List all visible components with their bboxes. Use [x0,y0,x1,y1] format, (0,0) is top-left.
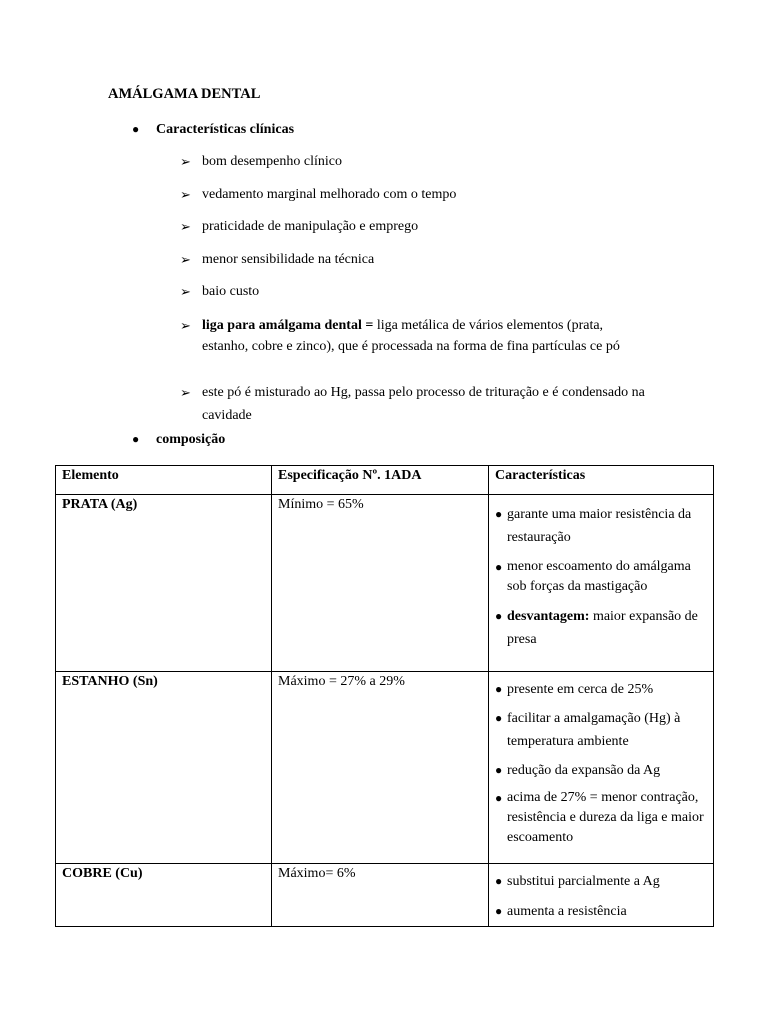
list-item [180,185,650,205]
feature-item [495,872,707,891]
list-item [180,282,650,302]
arrow-bullet-icon: ➢ [180,187,191,202]
feature-item [495,788,707,848]
feature-text: redução da expansão da Ag [507,763,661,778]
list-item [180,381,650,427]
spec-cell: Máximo= 6% [272,864,489,927]
feature-item [495,707,707,753]
column-header: Elemento [56,466,272,495]
list-item-text: baio custo [202,284,260,299]
bullet-icon: ● [495,609,503,623]
list-item-text [202,315,650,357]
feature-text: acima de 27% = menor contração, resistência e dureza da liga e maior escoamento [507,790,704,845]
feature-text: maior expansão de presa [507,609,698,647]
features-cell [489,495,714,672]
element-cell: COBRE (Cu) [56,864,272,927]
feature-item [495,557,707,597]
arrow-bullet-icon: ➢ [180,318,191,333]
composition-table [55,465,714,927]
list-item-text: vedamento marginal melhorado com o tempo [202,187,457,202]
element-cell: PRATA (Ag) [56,495,272,672]
bullet-icon: ● [132,122,140,136]
section-heading-composition [132,432,225,448]
section-heading-label: Características clínicas [156,122,295,137]
arrow-bullet-icon: ➢ [180,219,191,234]
feature-bold: desvantagem: [507,609,590,624]
spec-cell: Máximo = 27% a 29% [272,672,489,864]
document-title: AMÁLGAMA DENTAL [108,86,261,102]
list-item-bold: liga para amálgama dental = [202,318,374,333]
list-item [180,250,650,270]
feature-item [495,605,707,651]
bullet-icon: ● [495,711,503,725]
feature-item [495,902,707,921]
bullet-icon: ● [495,560,503,574]
feature-list [495,680,707,848]
feature-text: menor escoamento do amálgama sob forças da mastigação [507,559,691,594]
section-heading-label: composição [156,432,226,447]
arrow-bullet-icon: ➢ [180,284,191,299]
bullet-icon: ● [132,432,140,446]
feature-text: garante uma maior resistência da restauração [507,507,692,545]
arrow-bullet-icon: ➢ [180,154,191,169]
list-item [180,217,650,237]
bullet-icon: ● [495,682,503,696]
bullet-icon: ● [495,904,503,918]
arrow-bullet-icon: ➢ [180,252,191,267]
bullet-icon: ● [495,874,503,888]
list-item-text: praticidade de manipulação e emprego [202,219,419,234]
bullet-icon: ● [495,791,503,805]
list-item-text: bom desempenho clínico [202,154,342,169]
table-row [56,672,714,864]
column-header: Características [489,466,714,495]
list-item-rest: liga metálica de vários elementos (prata, estanho, cobre e zinco), que é processada na forma de fina partículas ce pó [202,318,620,354]
feature-item [495,680,707,699]
table-row [56,495,714,672]
list-item-text: menor sensibilidade na técnica [202,252,375,267]
list-item [180,315,650,357]
feature-text: presente em cerca de 25% [507,682,654,697]
section-heading-clinical [132,122,294,138]
column-header: Especificação Nº. 1ADA [272,466,489,495]
bullet-icon: ● [495,763,503,777]
bullet-icon: ● [495,507,503,521]
element-cell: ESTANHO (Sn) [56,672,272,864]
feature-text: substitui parcialmente a Ag [507,874,660,889]
feature-item [495,761,707,780]
feature-text: aumenta a resistência [507,904,627,919]
features-cell [489,864,714,927]
feature-list [495,503,707,651]
feature-item [495,503,707,549]
list-item-text: este pó é misturado ao Hg, passa pelo processo de trituração e é condensado na cavidade [202,385,645,423]
table-row [56,864,714,927]
features-cell [489,672,714,864]
feature-text: facilitar a amalgamação (Hg) à temperatura ambiente [507,711,681,749]
list-item [180,152,650,172]
table-header-row [56,466,714,495]
arrow-bullet-icon: ➢ [180,385,191,400]
spec-cell: Mínimo = 65% [272,495,489,672]
feature-list [495,872,707,921]
